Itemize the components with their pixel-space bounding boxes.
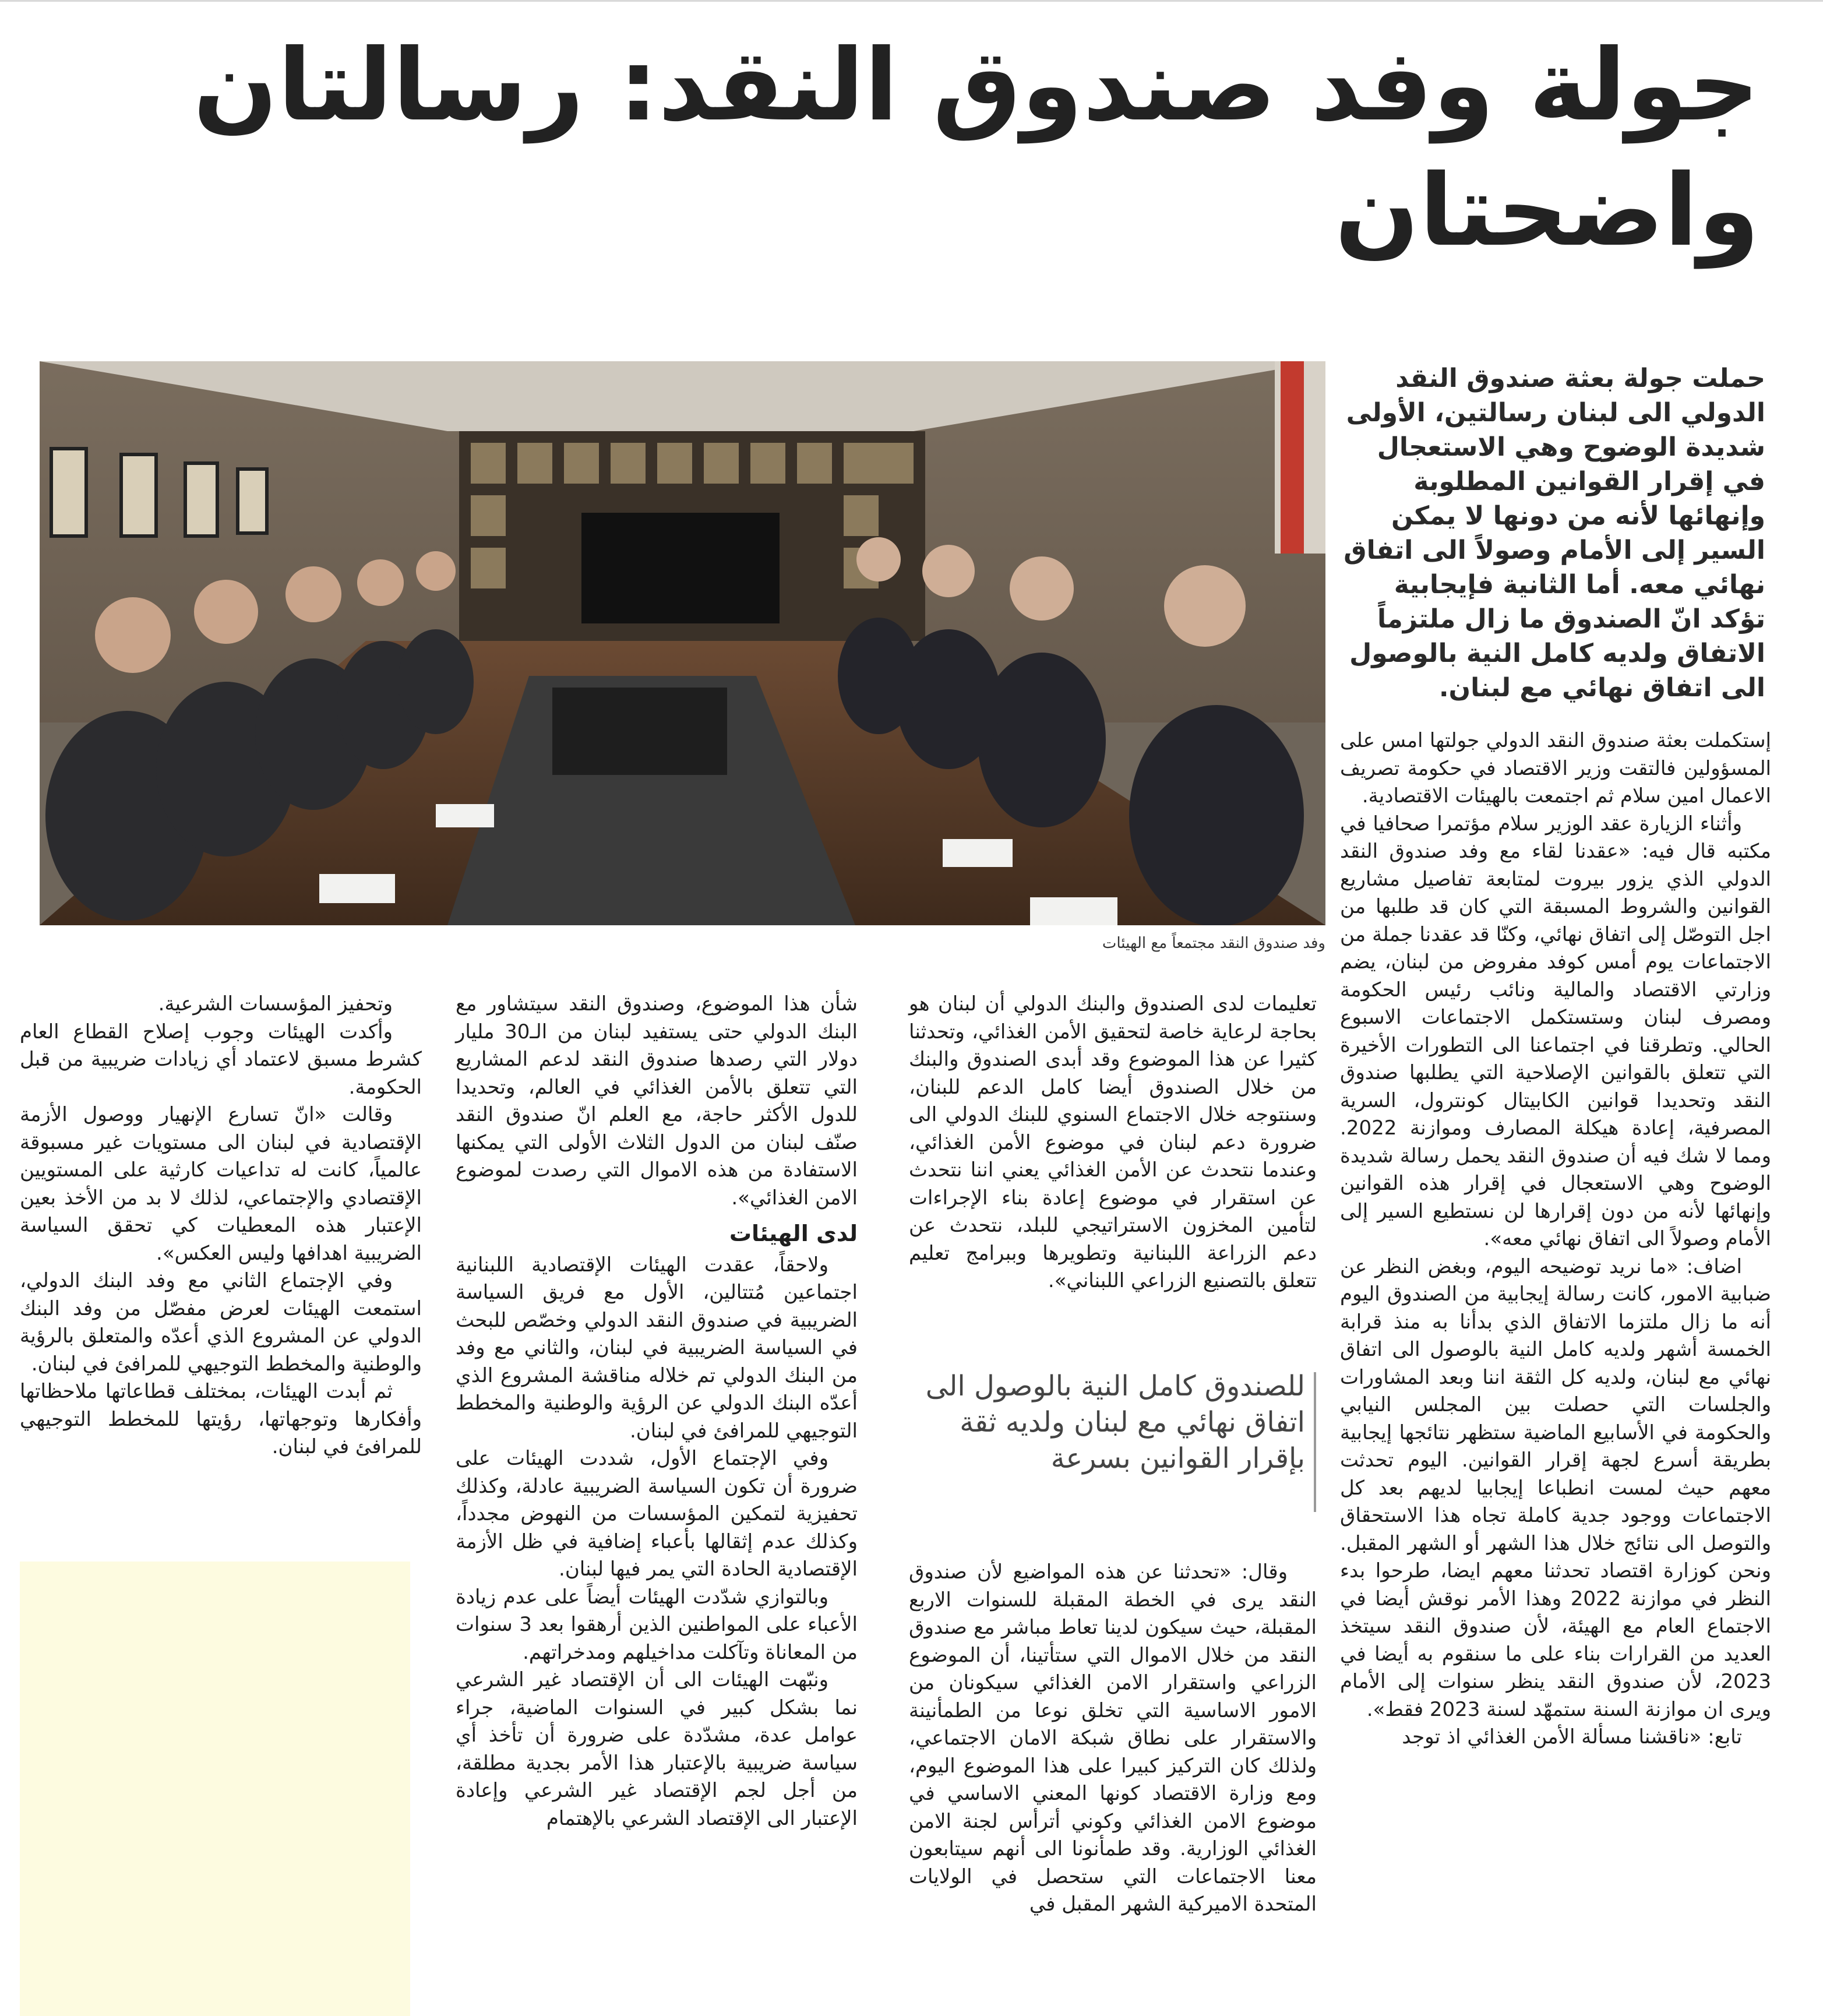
paragraph: شأن هذا الموضوع، وصندوق النقد سيتشاور مع البنك الدولي حتى يستفيد لبنان من الـ30 مليار دولار التي رصدها صندوق النقد لدعم المشاريع التي تتعلق بالأمن الغذائي في العالم، وتحديدا للدول الأكثر حاجة، مع العلم انّ صندوق النقد صنّف لبنان من الدول الثلاث الأولى التي يمكنها الاستفادة من هذه الاموال التي رصدت لموضوع الامن الغذائي». bbox=[456, 992, 858, 1210]
article-column-3 bbox=[456, 991, 858, 1832]
paragraph: تابع: «ناقشنا مسألة الأمن الغذائي اذ توجد bbox=[1402, 1725, 1742, 1749]
paragraph: وفي الإجتماع الأول، شددت الهيئات على ضرورة أن تكون السياسة الضريبية عادلة، وكذلك تحفيزية لتمكين المؤسسات من النهوض مجدداً، وكذلك عدم إثقالها بأعباء إضافية في ظل الأزمة الإقتصادية الحادة التي يمر فيها لبنان. bbox=[456, 1447, 858, 1581]
article-column-2-continued bbox=[909, 1559, 1317, 1919]
paragraph: وبالتوازي شدّدت الهيئات أيضاً على عدم زيادة الأعباء على المواطنين الذين أرهقوا بعد 3 سنوات من المعاناة وتآكلت مداخيلهم ومدخراتهم. bbox=[456, 1585, 858, 1664]
paragraph: وقالت «انّ تسارع الإنهيار ووصول الأزمة الإقتصادية في لبنان الى مستويات غير مسبوقة عالمياً، كانت له تداعيات كارثية على المستويين الإقتصادي والإجتماعي، لذلك لا بد من الأخذ بعين الإعتبار هذه المعطيات كي تحقق السياسة الضريبية اهدافها وليس العكس». bbox=[20, 1103, 422, 1265]
paragraph: وفي الإجتماع الثاني مع وفد البنك الدولي، استمعت الهيئات لعرض مفصّل من وفد البنك الدولي عن المشروع الذي أعدّه والمتعلق بالرؤية والوطنية والمخطط التوجيهي للمرافئ في لبنان. bbox=[20, 1269, 422, 1376]
article-column-1 bbox=[1340, 727, 1771, 1751]
paragraph: وقال: «تحدثنا عن هذه المواضيع لأن صندوق النقد يرى في الخطة المقبلة للسنوات الاربع المقبلة، حيث سيكون لدينا تعاط مباشر مع صندوق النقد من خلال الاموال التي ستأتينا، أن الموضوع الزراعي واستقرار الامن الغذائي سيكونان من الامور الاساسية التي تخلق نوعا من الطمأنينة والاستقرار على نطاق شبكة الامان الاجتماعي، ولذلك كان التركيز كبيرا على هذا الموضوع اليوم، ومع وزارة الاقتصاد كونها المعني الاساسي في موضوع الامن الغذائي وكوني أترأس لجنة الامن الغذائي الوزارية. وقد طمأنونا الى أنهم سيتابعون معنا الاجتماعات التي ستحصل في الولايات المتحدة الاميركية الشهر المقبل في bbox=[909, 1560, 1317, 1916]
paragraph: ثم أبدت الهيئات، بمختلف قطاعاتها ملاحظاتها وأفكارها وتوجهاتها، رؤيتها للمخطط التوجيهي للمرافئ في لبنان. bbox=[20, 1380, 422, 1458]
paragraph: وأثناء الزيارة عقد الوزير سلام مؤتمرا صحافيا في مكتبه قال فيه: «عقدنا لقاء مع وفد صندوق النقد الدولي الذي يزور بيروت لمتابعة تفاصيل مشاريع القوانين والشروط المسبقة التي كان قد طلبها من اجل التوصّل إلى اتفاق نهائي، وكنّا قد عقدنا جملة من الاجتماعات يوم أمس كوفد مفروض من لبنان، يضم وزارتي الاقتصاد والمالية ونائب رئيس الحكومة ومصرف لبنان وستستكمل الاجتماعات الاسبوع الحالي. وتطرقنا في اجتماعنا الى التطورات الأخيرة التي تتعلق بالقوانين الإصلاحية التي يطلبها صندوق النقد وتحديدا قوانين الكابيتال كونترول، السرية المصرفية، إعادة هيكلة المصارف وموازنة 2022. ومما لا شك فيه أن صندوق النقد يحمل رسالة شديدة الوضوح وهي الاستعجال في إقرار هذه القوانين وإنهائها لأنه من دون إقرارها لن نستطيع السير إلى الأمام وصولاً الى اتفاق نهائي معه». bbox=[1340, 812, 1771, 1250]
paragraph: اضاف: «ما نريد توضيحه اليوم، وبغض النظر عن ضبابية الامور، كانت رسالة إيجابية من الصندوق اليوم أنه ما زال ملتزما الاتفاق الذي بدأنا به منذ قرابة الخمسة أشهر ولديه كامل النية بالوصول الى اتفاق نهائي مع لبنان، ولديه كل الثقة اننا وبعد المشاورات والجلسات التي حصلت بين المجلس النيابي والحكومة في الأسابيع الماضية ستظهر نتائجها إيجابية بطريقة أسرع لجهة إقرار القوانين. اليوم تحدثت معهم حيث لمست انطباعا إيجابيا لديهم بعد كل الاجتماعات ووجود جدية كاملة تجاه هذا الاستحقاق والتوصل الى نتائج خلال هذا الشهر أو الشهر المقبل. ونحن كوزارة اقتصاد تحدثنا معهم ايضا، طرحوا بدء النظر في موازنة 2022 وهذا الأمر نوقش أيضا في الاجتماع العام مع الهيئة، لأن صندوق النقد سيتخذ العديد من القرارات بناء على ما سنقوم به أيضا في 2023، لأن صندوق النقد ينظر سنوات إلى الأمام ويرى ان موازنة السنة ستمهّد لسنة 2023 فقط». bbox=[1340, 1254, 1771, 1721]
top-rule bbox=[0, 0, 1823, 2]
pull-quote: للصندوق كامل النية بالوصول الى اتفاق نهائي مع لبنان ولديه ثقة بإقرار القوانين بسرعة bbox=[925, 1370, 1305, 1475]
paragraph: ولاحقاً، عقدت الهيئات الإقتصادية اللبنانية اجتماعين مُتتالين، الأول مع فريق السياسة الضريبية في صندوق النقد الدولي وخصّص للبحث في السياسة الضريبية في لبنان، والثاني مع وفد من البنك الدولي تم خلاله مناقشة المشروع الذي أعدّه البنك الدولي عن الرؤية والوطنية والمخطط التوجيهي للمرافئ في لبنان. bbox=[456, 1253, 858, 1443]
paragraph: تعليمات لدى الصندوق والبنك الدولي أن لبنان هو بحاجة لرعاية خاصة لتحقيق الأمن الغذائي، وتحدثنا كثيرا عن هذا الموضوع وقد أبدى الصندوق والبنك من خلال الصندوق أيضا كامل الدعم للبنان، وسنتوجه خلال الاجتماع السنوي للبنك الدولي الى ضرورة دعم لبنان في موضوع الأمن الغذائي، وعندما نتحدث عن الأمن الغذائي يعني اننا نتحدث عن استقرار في موضوع إعادة بناء الإجراءات لتأمين المخزون الاستراتيجي للبلد، نتحدث عن دعم الزراعة اللبنانية وتطويرها وببرامج تعليم تتعلق بالتصنيع الزراعي اللبناني». bbox=[909, 992, 1317, 1292]
advert-placeholder-box bbox=[20, 1562, 410, 2016]
article-column-4 bbox=[20, 991, 422, 1461]
paragraph: وأكدت الهيئات وجوب إصلاح القطاع العام كشرط مسبق لاعتماد أي زيادات ضريبية من قبل الحكومة. bbox=[20, 1020, 422, 1099]
article-column-2 bbox=[909, 991, 1317, 1295]
paragraph: وتحفيز المؤسسات الشرعية. bbox=[158, 992, 393, 1016]
headline: جولة وفد صندوق النقد: رسالتان واضحتان bbox=[193, 28, 1759, 269]
section-heading: لدى الهيئات bbox=[729, 1221, 858, 1246]
paragraph: إستكملت بعثة صندوق النقد الدولي جولتها امس على المسؤولين فالتقت وزير الاقتصاد في حكومة تصريف الاعمال امين سلام ثم اجتمعت بالهيئات الاقتصادية. bbox=[1340, 729, 1771, 808]
meeting-photo bbox=[40, 361, 1325, 925]
pull-quote-rule bbox=[1314, 1372, 1316, 1512]
lead-paragraph: حملت جولة بعثة صندوق النقد الدولي الى لبنان رسالتين، الأولى شديدة الوضوح وهي الاستعجال في إقرار القوانين المطلوبة وإنهائها لأنه من دونها لا يمكن السير إلى الأمام وصولاً الى اتفاق نهائي معه. أما الثانية فإيجابية تؤكد انّ الصندوق ما زال ملتزماً الاتفاق ولديه كامل النية بالوصول الى اتفاق نهائي مع لبنان. bbox=[1344, 364, 1765, 703]
paragraph: ونبّهت الهيئات الى أن الإقتصاد غير الشرعي نما بشكل كبير في السنوات الماضية، جراء عوامل عدة، مشدّدة على ضرورة أن تأخذ أي سياسة ضريبية بالإعتبار هذا الأمر بجدية مطلقة، من أجل لجم الإقتصاد غير الشرعي وإعادة الإعتبار الى الإقتصاد الشرعي بالإهتمام bbox=[456, 1668, 858, 1830]
photo-caption: وفد صندوق النقد مجتمعاً مع الهيئات bbox=[1102, 935, 1325, 952]
